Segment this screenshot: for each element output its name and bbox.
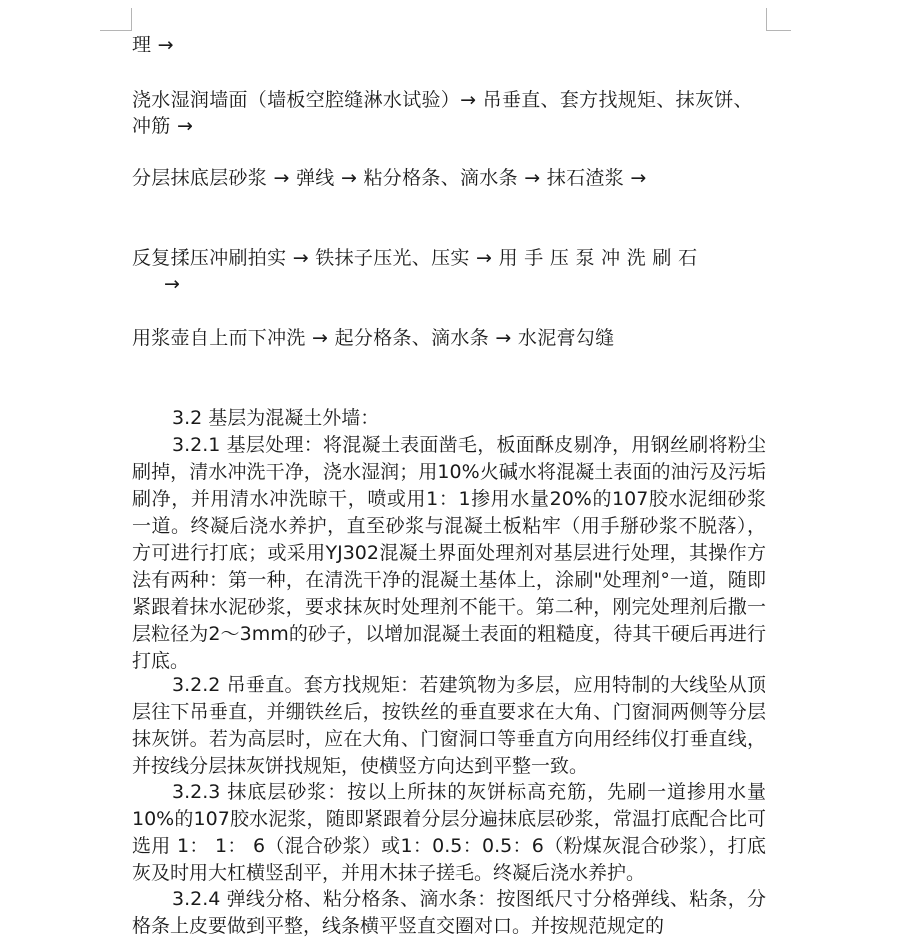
flow-line-1: 理 → xyxy=(132,34,174,56)
crop-mark-top-left xyxy=(100,8,132,31)
flow-line-2a: 浇水湿润墙面（墙板空腔缝淋水试验）→ 吊垂直、套方找规矩、抹灰饼、 xyxy=(132,89,753,111)
crop-mark-top-right xyxy=(766,8,791,31)
section-heading: 3.2 基层为混凝土外墙： xyxy=(172,407,380,429)
paragraph-3-2-1: 3.2.1 基层处理：将混凝土表面凿毛，板面酥皮剔净，用钢丝刷将粉尘刷掉，清水冲洗干净，浇水湿润；用10%火碱水将混凝土表面的油污及污垢刷净，并用清水冲洗晾干，喷或用1：1掺用水量20%的107胶水泥细砂浆一道。终凝后浇水养护，直至砂浆与混凝土板粘牢（用手掰砂浆不脱落），方可进行打底；或采用YJ302混凝土界面处理剂对基层进行处理，其操作方法有两种：第一种，在清洗干净的混凝土基体上，涂刷"处理剂°一道，随即紧跟着抹水泥砂浆，要求抹灰时处理剂不能干。第二种，刚完处理剂后撒一层粒径为2～3mm的砂子，以增加混凝土表面的粗糙度，待其干硬后再进行打底。 xyxy=(132,434,766,672)
paragraph-3-2-4: 3.2.4 弹线分格、粘分格条、滴水条：按图纸尺寸分格弹线、粘条，分格条上皮要做到平整，线条横平竖直交圈对口。并按规范规定的 xyxy=(132,888,766,937)
flow-line-4a: 反复揉压冲刷拍实 → 铁抹子压光、压实 → 用 手 压 泵 冲 洗 刷 石 xyxy=(132,247,698,269)
flow-line-2b: 冲筋 → xyxy=(132,115,194,137)
paragraph-3-2-2: 3.2.2 吊垂直。套方找规矩：若建筑物为多层，应用特制的大线坠从顶层往下吊垂直，并绷铁丝后，按铁丝的垂直要求在大角、门窗洞两侧等分层抹灰饼。若为高层时，应在大角、门窗洞口等垂直方向用经纬仪打垂直线，并按线分层抹灰饼找规矩，使横竖方向达到平整一致。 xyxy=(132,674,766,777)
flow-line-4b: → xyxy=(164,273,181,295)
flow-line-3: 分层抹底层砂浆 → 弹线 → 粘分格条、滴水条 → 抹石渣浆 → xyxy=(132,167,647,189)
flow-line-5: 用浆壶自上而下冲洗 → 起分格条、滴水条 → 水泥膏勾缝 xyxy=(132,327,615,349)
paragraph-3-2-3: 3.2.3 抹底层砂浆：按以上所抹的灰饼标高充筋，先刷一道掺用水量10%的107胶水泥浆，随即紧跟着分层分遍抹底层砂浆，常温打底配合比可选用 1： 1： 6（混合砂浆）或1：0.5：0.5：6（粉煤灰混合砂浆），打底灰及时用大杠横竖刮平，并用木抹子搓毛。终凝后浇水养护。 xyxy=(132,781,766,884)
